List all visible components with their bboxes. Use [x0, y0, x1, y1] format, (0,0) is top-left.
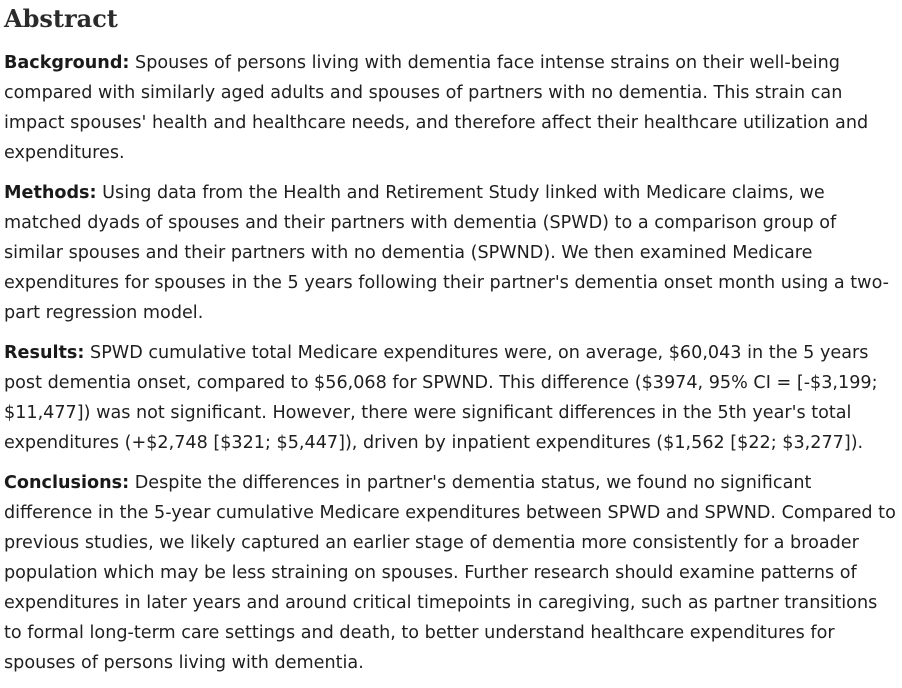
section-text-conclusions: Despite the differences in partner's dementia status, we found no significant difference in the 5-year cumulative Medicare expenditures between SPWD and SPWND. Compared to previous studies, we likely captured an earlier stage of dementia more consistently for a broader population which may be less straining on spouses. Further research should examine patterns of expenditures in later years and around critical timepoints in caregiving, such as partner transitions to formal long-term care settings and death, to better understand healthcare expenditures for spouses of persons living with dementia.	[4, 473, 896, 673]
abstract-section-conclusions	[4, 468, 900, 678]
abstract-section-background	[4, 48, 900, 168]
section-label-conclusions: Conclusions:	[4, 473, 130, 493]
section-label-methods: Methods:	[4, 183, 97, 203]
abstract-container	[4, 0, 900, 688]
section-text-background: Spouses of persons living with dementia face intense strains on their well-being compared with similarly aged adults and spouses of partners with no dementia. This strain can impact spouses' health and healthcare needs, and therefore affect their healthcare utilization and expenditures.	[4, 53, 869, 163]
section-text-results: SPWD cumulative total Medicare expenditures were, on average, $60,043 in the 5 years post dementia onset, compared to $56,068 for SPWND. This difference ($3974, 95% CI = [-$3,199; $11,477]) was not significant. However, there were significant differences in the 5th year's total expenditures (+$2,748 [$321; $5,447]), driven by inpatient expenditures ($1,562 [$22; $3,277]).	[4, 343, 878, 453]
section-label-results: Results:	[4, 343, 85, 363]
section-text-methods: Using data from the Health and Retirement Study linked with Medicare claims, we matched dyads of spouses and their partners with dementia (SPWD) to a comparison group of similar spouses and their partners with no dementia (SPWND). We then examined Medicare expenditures for spouses in the 5 years following their partner's dementia onset month using a two-part regression model.	[4, 183, 890, 323]
section-label-background: Background:	[4, 53, 130, 73]
abstract-section-results	[4, 338, 900, 458]
abstract-heading: Abstract	[4, 4, 118, 33]
abstract-section-methods	[4, 178, 900, 328]
